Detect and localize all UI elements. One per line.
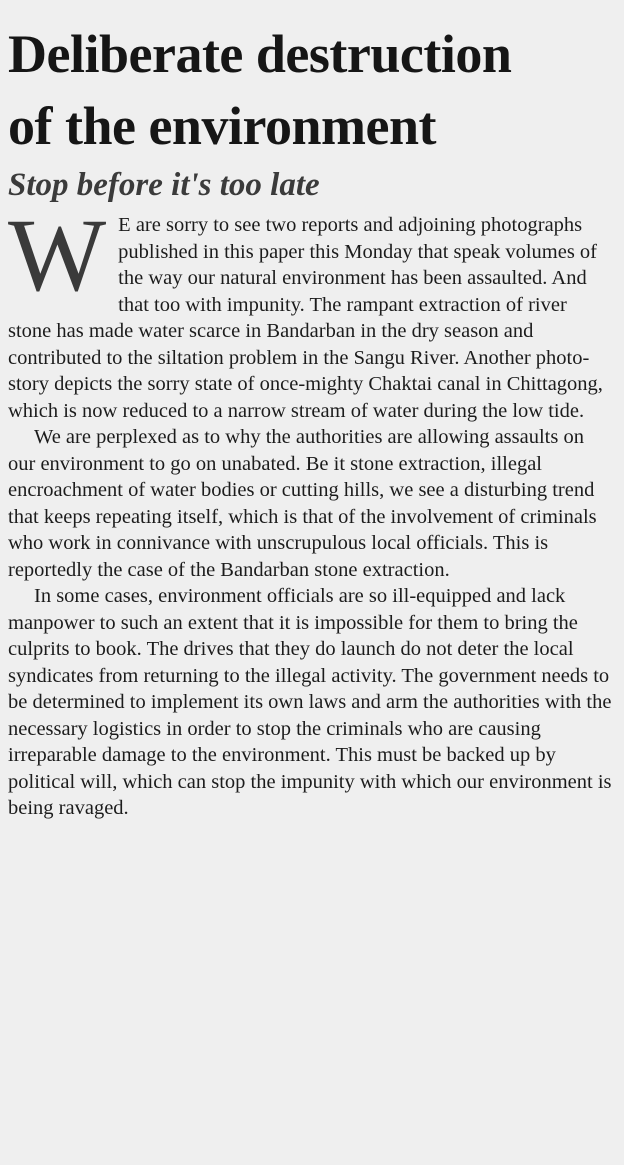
- drop-cap: W: [8, 198, 107, 313]
- paragraph-3: In some cases, environment officials are so ill-equipped and lack manpower to such an extent that it is impossible for them to bring the culprits to book. The drives that they do launch do not deter the local syndicates from returning to the illegal activity. The government needs to be determined to implement its own laws and arm the authorities with the necessary logistics in order to stop the criminals who are causing irreparable damage to the environment. This must be backed up by political will, which can stop the impunity with which our environment is being ravaged.: [8, 585, 612, 819]
- paragraph-1-text: E are sorry to see two reports and adjoining photographs published in this paper this Monday that speak volumes of the way our natural environment has been assaulted. And that too with impunity. The rampant extraction of river stone has made water scarce in Bandarban in the dry season and contributed to the siltation problem in the Sangu River. Another photo-story depicts the sorry state of once-mighty Chaktai canal in Chittagong, which is now reduced to a narrow stream of water during the low tide.: [8, 214, 603, 422]
- paragraph-1: [8, 198, 614, 424]
- paragraph-2: We are perplexed as to why the authorities are allowing assaults on our environment to go on unabated. Be it stone extraction, illegal encroachment of water bodies or cutting hills, we see a disturbing trend that keeps repeating itself, which is that of the involvement of criminals who work in connivance with unscrupulous local officials. This is reportedly the case of the Bandarban stone extraction.: [8, 426, 597, 581]
- headline: Deliberate destruction of the environment: [8, 24, 512, 156]
- article-body: [8, 198, 614, 822]
- subheadline: Stop before it's too late: [8, 167, 320, 203]
